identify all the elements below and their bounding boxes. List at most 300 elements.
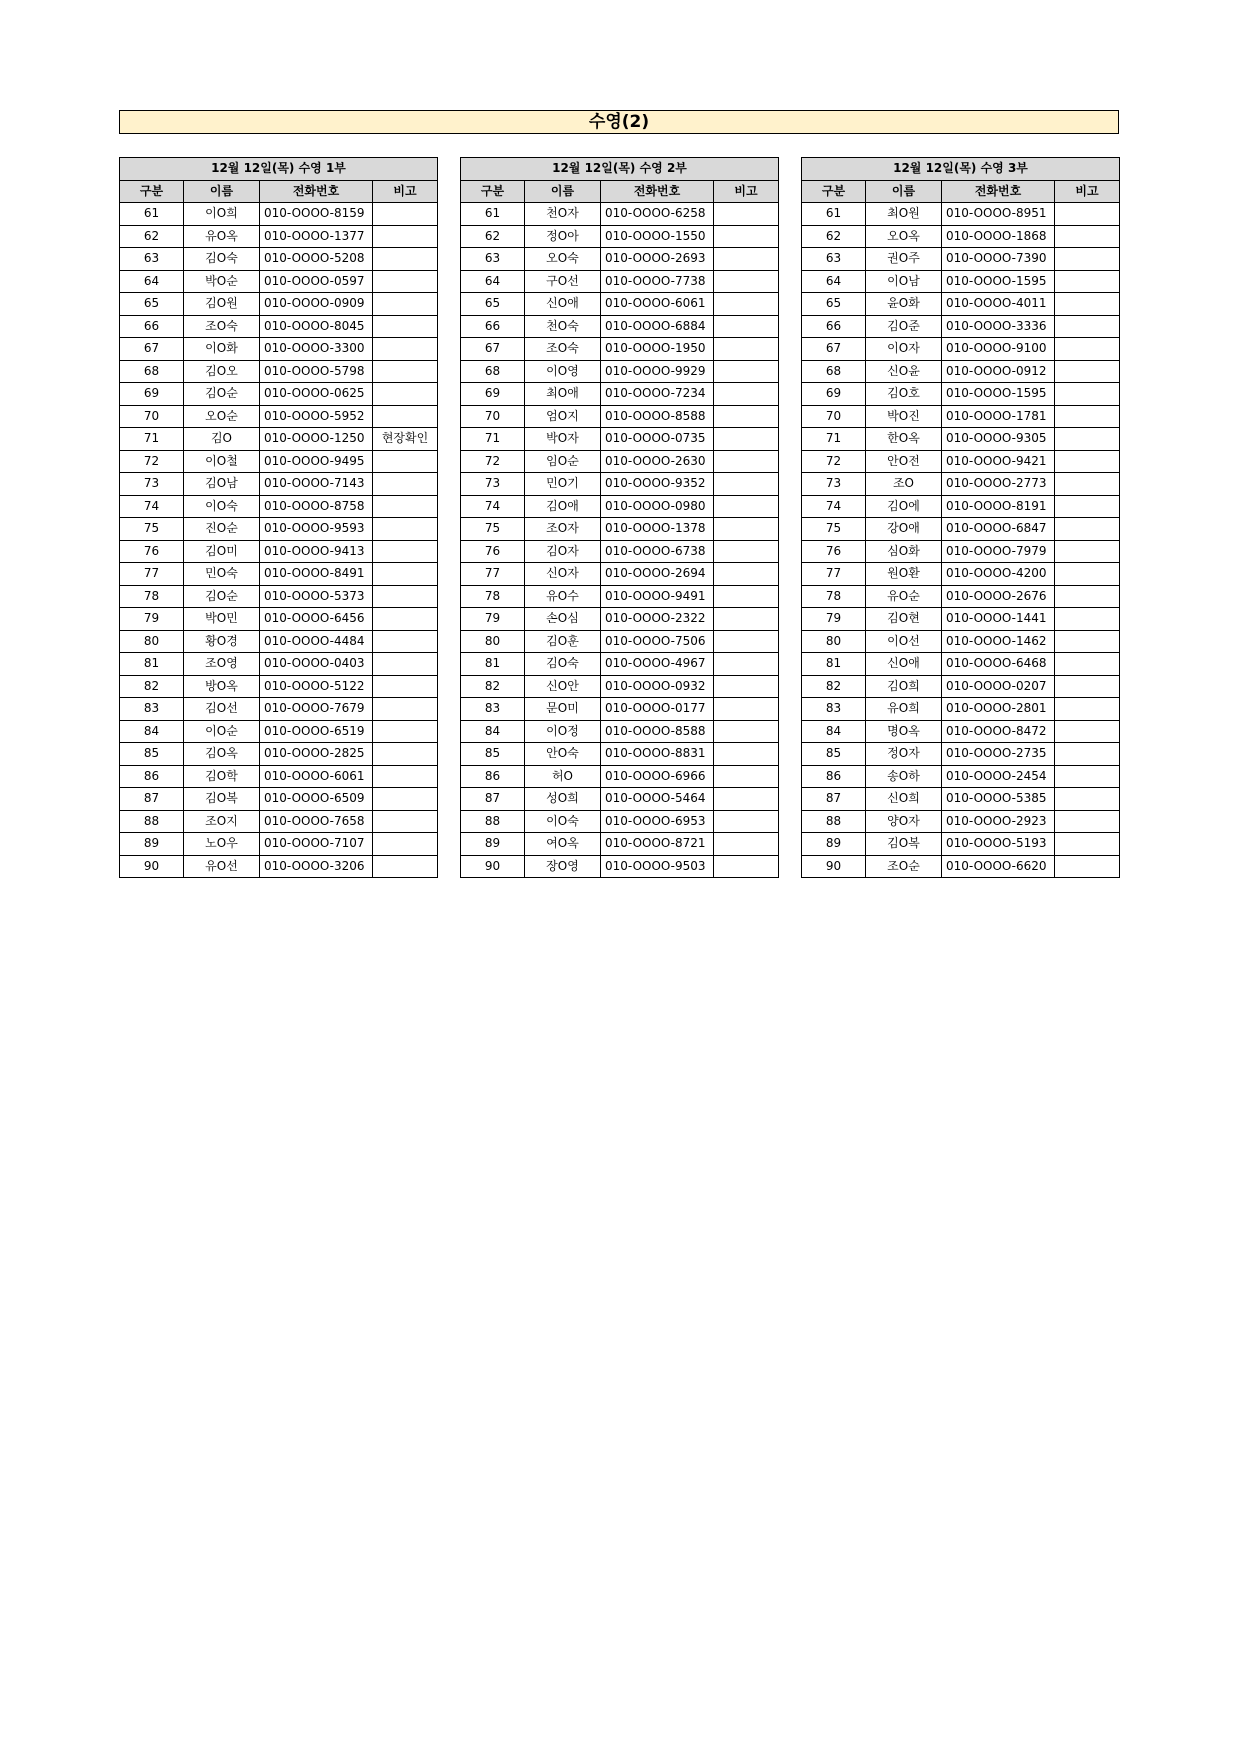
table-row	[802, 630, 1120, 653]
cell-phone: 010-OOOO-8588	[601, 720, 714, 743]
cell-name: 조O지	[184, 810, 260, 833]
table-row	[120, 698, 438, 721]
cell-note	[1055, 518, 1120, 541]
table-row	[461, 360, 779, 383]
column-header-note: 비고	[714, 180, 779, 203]
cell-name: 임O순	[525, 450, 601, 473]
table-row	[120, 473, 438, 496]
cell-note	[714, 653, 779, 676]
table-row	[120, 788, 438, 811]
cell-no: 82	[120, 675, 184, 698]
cell-note	[373, 630, 438, 653]
table-row	[802, 428, 1120, 451]
cell-phone: 010-OOOO-7143	[260, 473, 373, 496]
cell-name: 박O자	[525, 428, 601, 451]
cell-no: 70	[802, 405, 866, 428]
cell-note	[373, 360, 438, 383]
column-header-name: 이름	[866, 180, 942, 203]
cell-no: 63	[802, 248, 866, 271]
cell-no: 80	[120, 630, 184, 653]
cell-name: 조O자	[525, 518, 601, 541]
cell-name: 이O숙	[184, 495, 260, 518]
cell-no: 76	[461, 540, 525, 563]
table-row	[461, 743, 779, 766]
cell-no: 63	[461, 248, 525, 271]
cell-phone: 010-OOOO-7107	[260, 833, 373, 856]
cell-phone: 010-OOOO-6847	[942, 518, 1055, 541]
cell-phone: 010-OOOO-2773	[942, 473, 1055, 496]
column-header-phone: 전화번호	[260, 180, 373, 203]
cell-phone: 010-OOOO-0912	[942, 360, 1055, 383]
table-row	[120, 293, 438, 316]
cell-no: 80	[802, 630, 866, 653]
cell-note	[1055, 473, 1120, 496]
cell-note	[1055, 405, 1120, 428]
cell-phone: 010-OOOO-0403	[260, 653, 373, 676]
table-row	[802, 855, 1120, 878]
cell-name: 이O순	[184, 720, 260, 743]
cell-note	[373, 765, 438, 788]
cell-name: 정O아	[525, 225, 601, 248]
cell-no: 81	[120, 653, 184, 676]
cell-name: 송O하	[866, 765, 942, 788]
cell-name: 김O원	[184, 293, 260, 316]
cell-no: 68	[120, 360, 184, 383]
cell-phone: 010-OOOO-5798	[260, 360, 373, 383]
cell-phone: 010-OOOO-6884	[601, 315, 714, 338]
cell-phone: 010-OOOO-0932	[601, 675, 714, 698]
cell-no: 89	[120, 833, 184, 856]
table-row	[802, 653, 1120, 676]
table-row	[461, 563, 779, 586]
table-row	[461, 293, 779, 316]
cell-note	[1055, 698, 1120, 721]
cell-note	[1055, 293, 1120, 316]
cell-phone: 010-OOOO-2694	[601, 563, 714, 586]
cell-name: 안O전	[866, 450, 942, 473]
table-row	[461, 338, 779, 361]
cell-phone: 010-OOOO-7658	[260, 810, 373, 833]
cell-name: 김O순	[184, 585, 260, 608]
cell-no: 72	[120, 450, 184, 473]
column-header-phone: 전화번호	[942, 180, 1055, 203]
cell-phone: 010-OOOO-6456	[260, 608, 373, 631]
column-header-name: 이름	[525, 180, 601, 203]
cell-no: 68	[802, 360, 866, 383]
cell-name: 신O안	[525, 675, 601, 698]
cell-name: 김O현	[866, 608, 942, 631]
cell-name: 윤O화	[866, 293, 942, 316]
cell-no: 63	[120, 248, 184, 271]
table-row	[802, 810, 1120, 833]
cell-note	[1055, 720, 1120, 743]
table-row	[802, 608, 1120, 631]
cell-note	[714, 225, 779, 248]
cell-phone: 010-OOOO-1550	[601, 225, 714, 248]
cell-no: 87	[120, 788, 184, 811]
cell-no: 82	[461, 675, 525, 698]
cell-name: 이O철	[184, 450, 260, 473]
table-row	[802, 788, 1120, 811]
cell-note	[714, 788, 779, 811]
cell-no: 76	[120, 540, 184, 563]
cell-no: 83	[802, 698, 866, 721]
cell-phone: 010-OOOO-8588	[601, 405, 714, 428]
cell-no: 87	[461, 788, 525, 811]
table-row	[461, 585, 779, 608]
cell-name: 김O남	[184, 473, 260, 496]
cell-phone: 010-OOOO-7390	[942, 248, 1055, 271]
cell-phone: 010-OOOO-6620	[942, 855, 1055, 878]
cell-no: 64	[802, 270, 866, 293]
table-row	[461, 810, 779, 833]
cell-no: 62	[802, 225, 866, 248]
cell-note	[1055, 788, 1120, 811]
cell-phone: 010-OOOO-0909	[260, 293, 373, 316]
cell-name: 김O준	[866, 315, 942, 338]
cell-phone: 010-OOOO-6966	[601, 765, 714, 788]
cell-phone: 010-OOOO-1378	[601, 518, 714, 541]
cell-note	[1055, 315, 1120, 338]
cell-phone: 010-OOOO-5193	[942, 833, 1055, 856]
cell-name: 유O옥	[184, 225, 260, 248]
cell-no: 71	[120, 428, 184, 451]
cell-no: 69	[461, 383, 525, 406]
table-row	[802, 360, 1120, 383]
table-row	[120, 743, 438, 766]
cell-no: 68	[461, 360, 525, 383]
cell-no: 67	[802, 338, 866, 361]
cell-note	[714, 698, 779, 721]
table-row	[120, 270, 438, 293]
cell-no: 84	[120, 720, 184, 743]
cell-phone: 010-OOOO-5952	[260, 405, 373, 428]
table-row	[120, 720, 438, 743]
cell-no: 71	[461, 428, 525, 451]
table-row	[802, 585, 1120, 608]
cell-phone: 010-OOOO-2322	[601, 608, 714, 631]
cell-note	[714, 315, 779, 338]
cell-name: 유O선	[184, 855, 260, 878]
cell-name: 여O옥	[525, 833, 601, 856]
cell-phone: 010-OOOO-0597	[260, 270, 373, 293]
cell-no: 77	[461, 563, 525, 586]
cell-name: 권O주	[866, 248, 942, 271]
cell-no: 67	[120, 338, 184, 361]
cell-note	[373, 450, 438, 473]
cell-note	[1055, 540, 1120, 563]
cell-phone: 010-OOOO-4011	[942, 293, 1055, 316]
cell-no: 70	[461, 405, 525, 428]
cell-no: 78	[120, 585, 184, 608]
cell-no: 90	[802, 855, 866, 878]
cell-name: 천O숙	[525, 315, 601, 338]
cell-phone: 010-OOOO-1377	[260, 225, 373, 248]
cell-note	[714, 203, 779, 226]
cell-name: 김O자	[525, 540, 601, 563]
cell-phone: 010-OOOO-6953	[601, 810, 714, 833]
cell-phone: 010-OOOO-9352	[601, 473, 714, 496]
column-header-no: 구분	[802, 180, 866, 203]
cell-note	[373, 675, 438, 698]
table-row	[802, 698, 1120, 721]
cell-note	[373, 518, 438, 541]
cell-phone: 010-OOOO-8831	[601, 743, 714, 766]
cell-name: 김O에	[866, 495, 942, 518]
cell-note	[373, 585, 438, 608]
cell-name: 김O호	[866, 383, 942, 406]
table-row	[461, 833, 779, 856]
table-row	[802, 405, 1120, 428]
table-row	[802, 383, 1120, 406]
cell-phone: 010-OOOO-9593	[260, 518, 373, 541]
table-row	[120, 585, 438, 608]
cell-note	[1055, 743, 1120, 766]
cell-name: 신O희	[866, 788, 942, 811]
cell-name: 조O영	[184, 653, 260, 676]
cell-note	[373, 788, 438, 811]
cell-name: 이O영	[525, 360, 601, 383]
table-row	[802, 225, 1120, 248]
cell-note	[1055, 383, 1120, 406]
cell-no: 73	[120, 473, 184, 496]
cell-note	[373, 315, 438, 338]
cell-note	[373, 833, 438, 856]
table-row	[120, 833, 438, 856]
cell-no: 83	[461, 698, 525, 721]
cell-note	[373, 405, 438, 428]
cell-no: 62	[461, 225, 525, 248]
cell-no: 72	[461, 450, 525, 473]
table-row	[802, 563, 1120, 586]
cell-name: 이O선	[866, 630, 942, 653]
cell-phone: 010-OOOO-8191	[942, 495, 1055, 518]
cell-note	[373, 810, 438, 833]
table-caption: 12월 12일(목) 수영 2부	[461, 158, 779, 181]
cell-phone: 010-OOOO-2676	[942, 585, 1055, 608]
cell-phone: 010-OOOO-9305	[942, 428, 1055, 451]
table-row	[802, 293, 1120, 316]
cell-note	[714, 585, 779, 608]
cell-note	[1055, 653, 1120, 676]
cell-no: 84	[802, 720, 866, 743]
cell-no: 61	[461, 203, 525, 226]
cell-no: 65	[802, 293, 866, 316]
cell-no: 61	[120, 203, 184, 226]
cell-name: 조O숙	[184, 315, 260, 338]
cell-name: 김O숙	[184, 248, 260, 271]
cell-note	[714, 608, 779, 631]
cell-no: 78	[461, 585, 525, 608]
cell-no: 77	[120, 563, 184, 586]
cell-phone: 010-OOOO-1441	[942, 608, 1055, 631]
table-row	[802, 315, 1120, 338]
cell-phone: 010-OOOO-7979	[942, 540, 1055, 563]
table-row	[120, 518, 438, 541]
table-row	[461, 270, 779, 293]
cell-name: 정O자	[866, 743, 942, 766]
cell-no: 90	[120, 855, 184, 878]
table-row	[461, 855, 779, 878]
cell-phone: 010-OOOO-9929	[601, 360, 714, 383]
cell-phone: 010-OOOO-5208	[260, 248, 373, 271]
table-row	[461, 608, 779, 631]
cell-name: 노O우	[184, 833, 260, 856]
cell-note	[1055, 248, 1120, 271]
table-row	[461, 450, 779, 473]
cell-no: 89	[802, 833, 866, 856]
cell-phone: 010-OOOO-4200	[942, 563, 1055, 586]
cell-name: 이O정	[525, 720, 601, 743]
cell-phone: 010-OOOO-9100	[942, 338, 1055, 361]
cell-note	[714, 855, 779, 878]
cell-note	[714, 518, 779, 541]
cell-phone: 010-OOOO-1250	[260, 428, 373, 451]
cell-name: 안O숙	[525, 743, 601, 766]
cell-no: 85	[120, 743, 184, 766]
table-row	[802, 203, 1120, 226]
cell-name: 유O희	[866, 698, 942, 721]
cell-no: 88	[802, 810, 866, 833]
table-row	[120, 608, 438, 631]
cell-name: 장O영	[525, 855, 601, 878]
cell-phone: 010-OOOO-8721	[601, 833, 714, 856]
cell-no: 72	[802, 450, 866, 473]
cell-no: 89	[461, 833, 525, 856]
cell-phone: 010-OOOO-9495	[260, 450, 373, 473]
cell-no: 65	[461, 293, 525, 316]
cell-phone: 010-OOOO-0980	[601, 495, 714, 518]
cell-name: 황O경	[184, 630, 260, 653]
cell-note	[373, 720, 438, 743]
cell-no: 78	[802, 585, 866, 608]
table-row	[120, 383, 438, 406]
cell-note	[373, 743, 438, 766]
cell-note	[1055, 585, 1120, 608]
table-row	[802, 338, 1120, 361]
cell-no: 66	[802, 315, 866, 338]
cell-no: 64	[461, 270, 525, 293]
table-row	[120, 855, 438, 878]
cell-phone: 010-OOOO-0177	[601, 698, 714, 721]
cell-phone: 010-OOOO-0625	[260, 383, 373, 406]
cell-phone: 010-OOOO-8758	[260, 495, 373, 518]
table-row	[802, 540, 1120, 563]
cell-no: 85	[802, 743, 866, 766]
cell-name: 김O애	[525, 495, 601, 518]
table-row	[802, 675, 1120, 698]
cell-name: 김O복	[866, 833, 942, 856]
cell-no: 74	[120, 495, 184, 518]
cell-name: 이O희	[184, 203, 260, 226]
cell-phone: 010-OOOO-5464	[601, 788, 714, 811]
cell-name: 김O옥	[184, 743, 260, 766]
cell-phone: 010-OOOO-3300	[260, 338, 373, 361]
cell-phone: 010-OOOO-2735	[942, 743, 1055, 766]
cell-no: 76	[802, 540, 866, 563]
table-row	[120, 810, 438, 833]
cell-note	[1055, 855, 1120, 878]
cell-note	[1055, 450, 1120, 473]
cell-note	[1055, 495, 1120, 518]
cell-note	[1055, 203, 1120, 226]
cell-no: 65	[120, 293, 184, 316]
cell-name: 유O수	[525, 585, 601, 608]
cell-no: 73	[461, 473, 525, 496]
cell-note	[714, 540, 779, 563]
cell-name: 유O순	[866, 585, 942, 608]
cell-name: 김O숙	[525, 653, 601, 676]
cell-note	[714, 720, 779, 743]
cell-name: 오O순	[184, 405, 260, 428]
cell-phone: 010-OOOO-8472	[942, 720, 1055, 743]
cell-note	[714, 293, 779, 316]
cell-name: 이O남	[866, 270, 942, 293]
cell-name: 신O윤	[866, 360, 942, 383]
cell-phone: 010-OOOO-5373	[260, 585, 373, 608]
cell-no: 73	[802, 473, 866, 496]
cell-note	[1055, 608, 1120, 631]
cell-no: 79	[461, 608, 525, 631]
cell-name: 천O자	[525, 203, 601, 226]
cell-phone: 010-OOOO-2801	[942, 698, 1055, 721]
cell-note	[714, 563, 779, 586]
cell-phone: 010-OOOO-1781	[942, 405, 1055, 428]
cell-note	[373, 653, 438, 676]
table-row	[802, 518, 1120, 541]
cell-name: 허O	[525, 765, 601, 788]
cell-phone: 010-OOOO-6258	[601, 203, 714, 226]
cell-no: 79	[120, 608, 184, 631]
cell-no: 86	[461, 765, 525, 788]
table-row	[120, 540, 438, 563]
table-row	[802, 765, 1120, 788]
cell-note	[714, 810, 779, 833]
cell-phone: 010-OOOO-7738	[601, 270, 714, 293]
cell-phone: 010-OOOO-6061	[601, 293, 714, 316]
table-row	[802, 495, 1120, 518]
cell-note	[373, 270, 438, 293]
cell-name: 신O자	[525, 563, 601, 586]
table-row	[802, 248, 1120, 271]
cell-name: 강O애	[866, 518, 942, 541]
cell-phone: 010-OOOO-2454	[942, 765, 1055, 788]
cell-name: 박O진	[866, 405, 942, 428]
cell-no: 75	[120, 518, 184, 541]
table-row	[461, 720, 779, 743]
cell-note	[714, 495, 779, 518]
cell-name: 김O희	[866, 675, 942, 698]
cell-phone: 010-OOOO-5122	[260, 675, 373, 698]
cell-name: 김O순	[184, 383, 260, 406]
cell-phone: 010-OOOO-6061	[260, 765, 373, 788]
table-row	[461, 428, 779, 451]
cell-note	[373, 563, 438, 586]
table-row	[461, 698, 779, 721]
table-row	[461, 473, 779, 496]
cell-phone: 010-OOOO-1462	[942, 630, 1055, 653]
table-row	[120, 495, 438, 518]
cell-no: 62	[120, 225, 184, 248]
cell-phone: 010-OOOO-8159	[260, 203, 373, 226]
cell-note	[373, 698, 438, 721]
cell-note: 현장확인	[373, 428, 438, 451]
table-caption: 12월 12일(목) 수영 3부	[802, 158, 1120, 181]
cell-note	[373, 248, 438, 271]
cell-name: 오O옥	[866, 225, 942, 248]
cell-no: 84	[461, 720, 525, 743]
table-row	[120, 225, 438, 248]
